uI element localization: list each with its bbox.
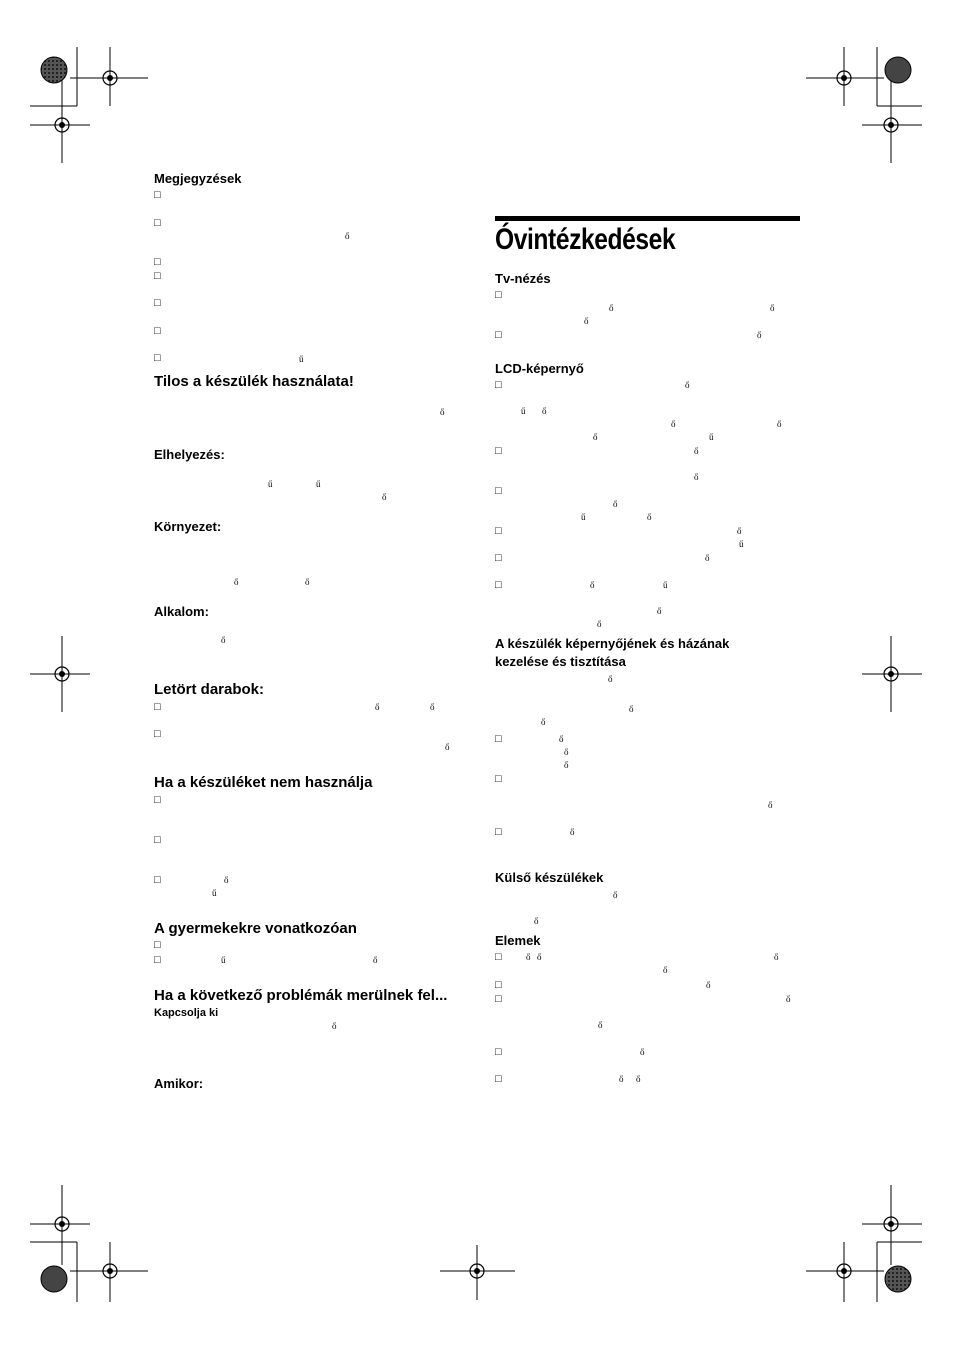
bullet-box: □ — [495, 826, 502, 838]
char-o: ő — [777, 419, 782, 429]
heading-prohibit: Tilos a készülék használata! — [154, 373, 354, 390]
char-u: ű — [521, 406, 526, 416]
char-o: ő — [770, 303, 775, 313]
char-o: ő — [613, 499, 618, 509]
char-o: ő — [694, 472, 699, 482]
bullet-box: □ — [495, 1073, 502, 1085]
char-u: ű — [212, 888, 217, 898]
char-o: ő — [221, 635, 226, 645]
char-o: ő — [345, 231, 350, 241]
char-o: ő — [663, 965, 668, 975]
char-o: ő — [705, 553, 710, 563]
char-o: ő — [534, 916, 539, 926]
bullet-box: □ — [495, 329, 502, 341]
char-o: ő — [224, 875, 229, 885]
heading-notes: Megjegyzések — [154, 171, 242, 186]
char-o: ő — [305, 577, 310, 587]
turn-off-label: Kapcsolja ki — [154, 1007, 219, 1019]
char-o: ő — [373, 955, 378, 965]
char-u: ű — [316, 479, 321, 489]
heading-batteries: Elemek — [495, 933, 541, 948]
char-o: ő — [608, 674, 613, 684]
bullet-box: □ — [154, 794, 161, 806]
heading-when: Amikor: — [154, 1076, 204, 1091]
char-o: ő — [598, 1020, 603, 1030]
char-o: ő — [526, 952, 531, 962]
char-u: ű — [221, 955, 226, 965]
char-o: ő — [694, 446, 699, 456]
char-o: ő — [619, 1074, 624, 1084]
char-o: ő — [647, 512, 652, 522]
char-u: ű — [268, 479, 273, 489]
char-o: ő — [570, 827, 575, 837]
char-u: ű — [663, 580, 668, 590]
bullet-box: □ — [495, 485, 502, 497]
char-o: ő — [640, 1047, 645, 1057]
heading-external: Külső készülékek — [495, 870, 604, 885]
heading-tv: Tv-nézés — [495, 271, 551, 286]
heading-broken: Letört darabok: — [154, 681, 265, 698]
char-o: ő — [786, 994, 791, 1004]
bullet-box: □ — [495, 993, 502, 1005]
char-u: ű — [739, 539, 744, 549]
char-o: ő — [657, 606, 662, 616]
heading-children: A gyermekekre vonatkozóan — [154, 920, 357, 937]
char-u: ű — [709, 432, 714, 442]
char-o: ő — [757, 330, 762, 340]
bullet-box: □ — [154, 352, 161, 364]
char-o: ő — [382, 492, 387, 502]
bullet-box: □ — [495, 552, 502, 564]
char-o: ő — [613, 890, 618, 900]
bullet-box: □ — [495, 289, 502, 301]
bullet-box: □ — [154, 325, 161, 337]
bullet-box: □ — [495, 773, 502, 785]
char-o: ő — [706, 980, 711, 990]
char-o: ő — [737, 526, 742, 536]
char-o: ő — [609, 303, 614, 313]
bullet-box: □ — [154, 297, 161, 309]
char-o: ő — [332, 1021, 337, 1031]
char-o: ő — [375, 702, 380, 712]
char-o: ő — [597, 619, 602, 629]
bullet-box: □ — [495, 579, 502, 591]
bullet-box: □ — [154, 256, 161, 268]
heading-placement: Elhelyezés: — [154, 447, 225, 462]
char-o: ő — [636, 1074, 641, 1084]
bullet-box: □ — [495, 951, 502, 963]
char-o: ő — [440, 407, 445, 417]
bullet-box: □ — [154, 728, 161, 740]
char-o: ő — [685, 380, 690, 390]
char-o: ő — [234, 577, 239, 587]
bullet-box: □ — [154, 701, 161, 713]
char-u: ű — [581, 512, 586, 522]
heading-unused: Ha a készüléket nem használja — [154, 774, 373, 791]
char-o: ő — [564, 760, 569, 770]
heading-environment: Környezet: — [154, 519, 222, 534]
heading-care-line1: A készülék képernyőjének és házának — [495, 636, 730, 651]
heading-care-line2: kezelése és tisztítása — [495, 654, 626, 669]
bullet-box: □ — [495, 1046, 502, 1058]
char-o: ő — [430, 702, 435, 712]
heading-problems: Ha a következő problémák merülnek fel... — [154, 987, 448, 1004]
bullet-box: □ — [154, 834, 161, 846]
bullet-box: □ — [154, 270, 161, 282]
char-o: ő — [629, 704, 634, 714]
title-rule — [495, 216, 800, 221]
heading-occasion: Alkalom: — [154, 604, 209, 619]
bullet-box: □ — [495, 525, 502, 537]
char-o: ő — [584, 316, 589, 326]
char-o: ő — [445, 742, 450, 752]
char-o: ő — [774, 952, 779, 962]
char-o: ő — [768, 800, 773, 810]
bullet-box: □ — [154, 189, 161, 201]
heading-lcd: LCD-képernyő — [495, 361, 584, 376]
char-o: ő — [671, 419, 676, 429]
char-o: ő — [559, 734, 564, 744]
page-title: Óvintézkedések — [495, 223, 676, 256]
bullet-box: □ — [495, 379, 502, 391]
bullet-box: □ — [495, 979, 502, 991]
bullet-box: □ — [495, 445, 502, 457]
char-o: ő — [537, 952, 542, 962]
char-o: ő — [593, 432, 598, 442]
char-o: ő — [564, 747, 569, 757]
bullet-box: □ — [495, 733, 502, 745]
char-u: ű — [299, 354, 304, 364]
char-o: ő — [590, 580, 595, 590]
bullet-box: □ — [154, 939, 161, 951]
char-o: ő — [542, 406, 547, 416]
bullet-box: □ — [154, 954, 161, 966]
bullet-box: □ — [154, 874, 161, 886]
bullet-box: □ — [154, 217, 161, 229]
char-o: ő — [541, 717, 546, 727]
